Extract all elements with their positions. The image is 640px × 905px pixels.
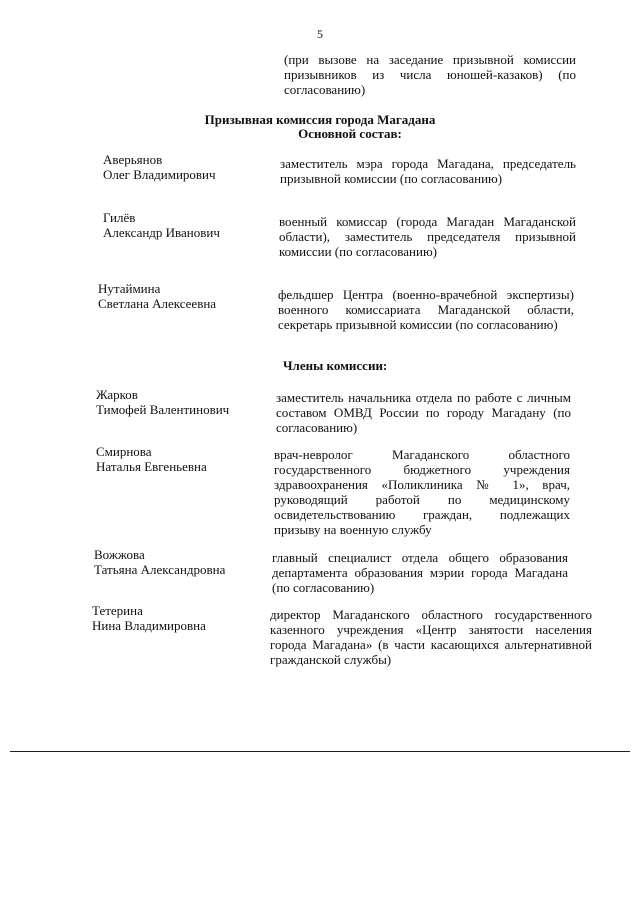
member-surname: Аверьянов xyxy=(103,152,163,167)
member-surname: Тетерина xyxy=(92,603,143,618)
member-role: заместитель мэра города Магадана, председатель призывной комиссии (по согласованию) xyxy=(280,156,576,186)
page-number: 5 xyxy=(317,27,323,41)
member-surname: Гилёв xyxy=(103,210,136,225)
member-role: военный комиссар (города Магадан Магаданской области), заместитель председателя призывной комиссии (по согласованию) xyxy=(279,214,576,259)
member-name xyxy=(98,281,278,311)
member-role: врач-невролог Магаданского областного государственного бюджетного учреждения здравоохранения «Поликлиника № 1», врач, руководящий работой по медицинскому освидетельствованию граждан, подлежащих призыву на военную службу xyxy=(274,447,570,537)
member-name xyxy=(96,387,276,417)
member-given-names: Нина Владимировна xyxy=(92,618,206,633)
member-given-names: Татьяна Александровна xyxy=(94,562,226,577)
member-name xyxy=(92,603,272,633)
member-surname: Вожжова xyxy=(94,547,145,562)
commission-title: Призывная комиссия города Магадана xyxy=(204,112,436,127)
intro-note: (при вызове на заседание призывной комиссии призывников из числа юношей-казаков) (по согласованию) xyxy=(284,52,576,97)
member-role: директор Магаданского областного государственного казенного учреждения «Центр занятости населения города Магадана» (в части касающихся альтернативной гражданской службы) xyxy=(270,607,592,667)
member-name xyxy=(103,210,283,240)
member-role: фельдшер Центра (военно-врачебной экспертизы) военного комиссариата Магаданской области, секретарь призывной комиссии (по согласованию) xyxy=(278,287,574,332)
member-given-names: Александр Иванович xyxy=(103,225,220,240)
member-given-names: Светлана Алексеевна xyxy=(98,296,217,311)
member-name xyxy=(94,547,274,577)
member-surname: Смирнова xyxy=(96,444,152,459)
member-given-names: Тимофей Валентинович xyxy=(96,402,230,417)
member-given-names: Олег Владимирович xyxy=(103,167,216,182)
member-given-names: Наталья Евгеньевна xyxy=(96,459,207,474)
member-surname: Нутаймина xyxy=(98,281,161,296)
member-name xyxy=(103,152,283,182)
member-surname: Жарков xyxy=(96,387,138,402)
bottom-rule xyxy=(10,751,630,752)
member-name xyxy=(96,444,276,474)
member-role: заместитель начальника отдела по работе с личным составом ОМВД России по городу Магадану (по согласованию) xyxy=(276,390,571,435)
members-heading: Члены комиссии: xyxy=(283,358,388,373)
main-composition-heading: Основной состав: xyxy=(298,126,402,141)
member-role: главный специалист отдела общего образования департамента образования мэрии города Магадана (по согласованию) xyxy=(272,550,568,595)
